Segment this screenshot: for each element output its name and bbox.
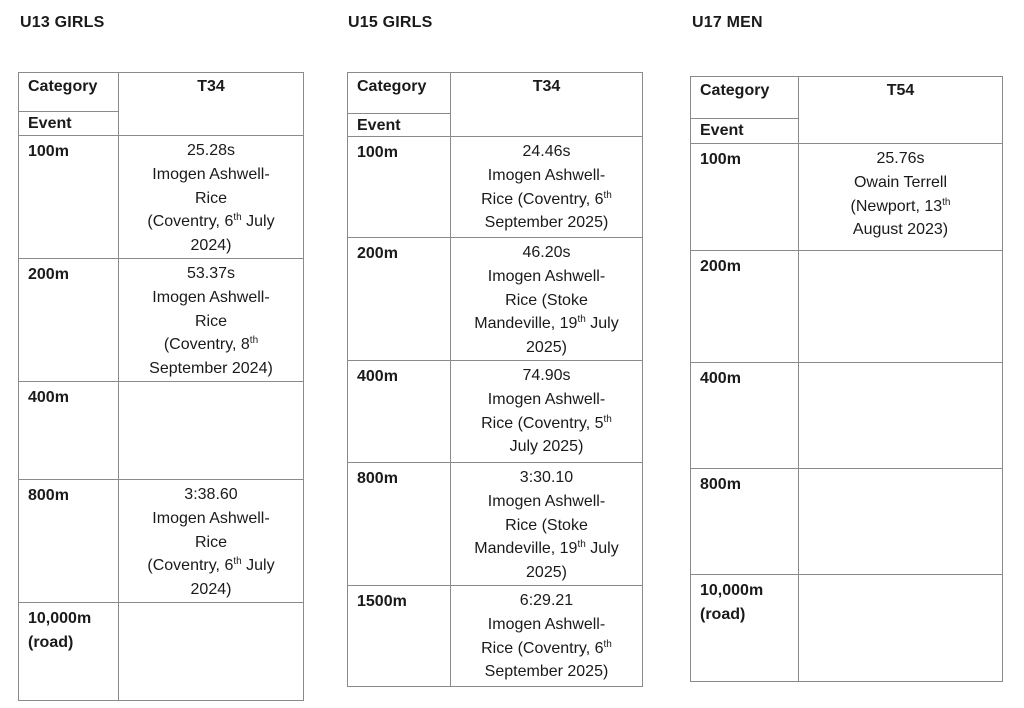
table-row [348, 361, 643, 463]
record-cell [451, 585, 643, 686]
record-athlete-line: Imogen Ashwell- [152, 509, 270, 527]
heading-u17-men: U17 MEN [692, 14, 763, 31]
record-venue-line: Rice (Coventry, 6th [481, 189, 612, 208]
record-cell [451, 463, 643, 586]
record-date-line: August 2023) [852, 221, 949, 239]
record-venue-line: (Coventry, 8th [163, 335, 259, 354]
category-label: Category [357, 78, 427, 95]
event-label: Event [700, 122, 744, 139]
event-name: 10,000m (road) [691, 575, 799, 682]
records-table-u13-girls [18, 72, 304, 701]
table-row [691, 144, 1003, 251]
record-athlete-line: Rice [194, 312, 227, 330]
record-cell-empty [799, 363, 1003, 469]
record-time: 46.20s [522, 244, 571, 261]
table-row [348, 463, 643, 586]
record-athlete-line: Rice [194, 189, 227, 207]
record-date-line: 2024) [190, 581, 232, 599]
category-event-header [348, 73, 451, 137]
record-athlete-line: Imogen Ashwell- [487, 267, 606, 285]
event-name: 200m [691, 251, 799, 363]
record-venue-line: (Newport, 13th [850, 196, 951, 215]
record-cell [119, 136, 304, 259]
record-cell-empty [799, 469, 1003, 575]
table-header-row [348, 73, 643, 137]
record-athlete-line: Owain Terrell [853, 173, 948, 191]
record-time: 3:30.10 [519, 469, 574, 486]
event-name: 400m [691, 363, 799, 469]
table-row [19, 602, 304, 700]
record-cell [799, 144, 1003, 251]
header-divider [348, 113, 450, 114]
header-divider [19, 111, 118, 112]
event-name: 400m [19, 381, 119, 479]
record-time: 53.37s [186, 264, 236, 282]
classification-header: T34 [119, 73, 304, 136]
records-table-u15-girls [347, 72, 643, 687]
event-name: 800m [19, 479, 119, 602]
record-athlete-line: Rice [194, 533, 227, 551]
record-athlete-line: Imogen Ashwell- [487, 615, 606, 633]
classification-header: T54 [799, 77, 1003, 144]
record-time: 6:29.21 [519, 591, 574, 609]
event-name: 400m [348, 361, 451, 463]
table-row [19, 136, 304, 259]
event-label: Event [28, 115, 72, 132]
header-divider [691, 118, 798, 119]
record-cell [451, 361, 643, 463]
record-date-line: 2025) [526, 339, 567, 357]
record-time: 25.76s [876, 150, 925, 167]
record-venue-line: Mandeville, 19th July [474, 314, 619, 333]
record-venue-line: (Coventry, 6th July [147, 556, 275, 575]
record-date-line: July 2025) [509, 438, 584, 456]
record-cell-empty [119, 602, 304, 700]
record-cell [451, 238, 643, 361]
table-row [691, 251, 1003, 363]
record-athlete-line: Imogen Ashwell- [152, 288, 270, 306]
record-cell [119, 479, 304, 602]
category-label: Category [28, 78, 98, 95]
record-athlete-line: Rice (Stoke [505, 516, 588, 534]
record-time: 24.46s [522, 143, 571, 160]
record-time: 25.28s [186, 142, 236, 159]
record-athlete-line: Imogen Ashwell- [152, 165, 270, 183]
table-header-row [691, 77, 1003, 144]
heading-u15-girls: U15 GIRLS [348, 14, 433, 31]
record-athlete-line: Imogen Ashwell- [487, 492, 606, 510]
event-label: Event [357, 117, 401, 134]
record-cell-empty [799, 575, 1003, 682]
classification-header: T34 [451, 73, 643, 137]
record-venue-line: Rice (Coventry, 5th [481, 413, 612, 432]
heading-u13-girls: U13 GIRLS [20, 14, 105, 31]
record-cell-empty [119, 381, 304, 479]
record-date-line: September 2025) [484, 663, 609, 681]
table-row [348, 585, 643, 686]
record-date-line: September 2025) [484, 214, 609, 232]
event-name: 100m [19, 136, 119, 259]
table-header-row [19, 73, 304, 136]
record-cell-empty [799, 251, 1003, 363]
event-name: 200m [348, 238, 451, 361]
event-name: 100m [348, 137, 451, 238]
record-venue-line: Rice (Coventry, 6th [481, 638, 612, 657]
table-row [19, 479, 304, 602]
record-cell [451, 137, 643, 238]
table-row [19, 381, 304, 479]
record-athlete-line: Imogen Ashwell- [487, 390, 606, 408]
event-name: 800m [348, 463, 451, 586]
table-row [691, 363, 1003, 469]
category-event-header [19, 73, 119, 136]
category-event-header [691, 77, 799, 144]
record-athlete-line: Imogen Ashwell- [487, 166, 606, 184]
record-date-line: 2025) [526, 564, 567, 582]
record-cell [119, 258, 304, 381]
event-name: 1500m [348, 585, 451, 686]
record-time: 74.90s [522, 367, 571, 384]
table-row [19, 258, 304, 381]
records-table-u17-men [690, 76, 1003, 682]
record-athlete-line: Rice (Stoke [505, 291, 588, 309]
table-row [348, 137, 643, 238]
event-name: 10,000m (road) [19, 602, 119, 700]
table-row [691, 575, 1003, 682]
record-time: 3:38.60 [184, 485, 238, 503]
record-venue-line: Mandeville, 19th July [474, 539, 619, 558]
category-label: Category [700, 82, 770, 99]
event-name: 200m [19, 258, 119, 381]
record-date-line: September 2024) [149, 360, 273, 378]
event-name: 800m [691, 469, 799, 575]
record-date-line: 2024) [190, 237, 232, 255]
table-row [691, 469, 1003, 575]
table-row [348, 238, 643, 361]
record-venue-line: (Coventry, 6th July [147, 212, 275, 231]
event-name: 100m [691, 144, 799, 251]
